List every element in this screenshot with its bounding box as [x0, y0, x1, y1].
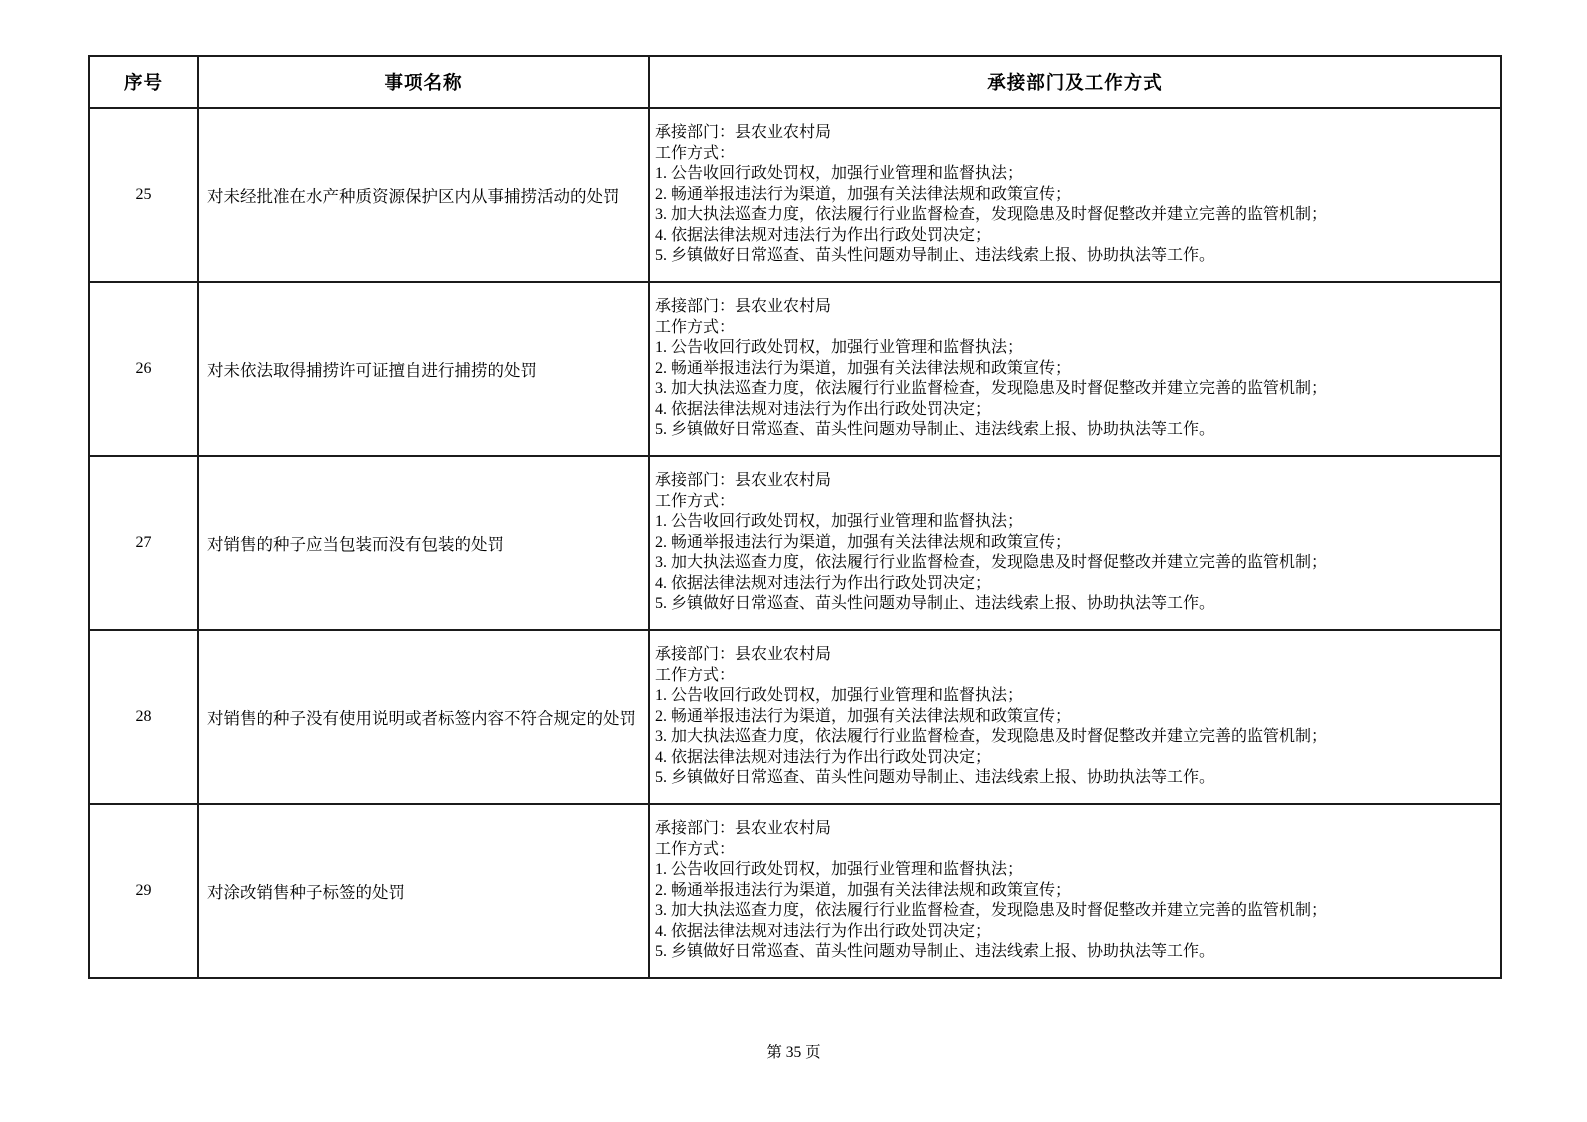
- detail-item-3: 3. 加大执法巡查力度，依法履行行业监督检查，发现隐患及时督促整改并建立完善的监管机制；: [655, 554, 1328, 572]
- table-row: [89, 282, 1501, 456]
- detail-dept-line: 承接部门：县农业农村局: [655, 124, 832, 142]
- table-row: [89, 804, 1501, 978]
- detail-cell: [649, 282, 1501, 456]
- header-col-detail: 承接部门及工作方式: [649, 56, 1501, 108]
- detail-work-label: 工作方式：: [655, 840, 736, 858]
- detail-work-label: 工作方式：: [655, 318, 736, 336]
- row-number-cell: 26: [89, 282, 198, 456]
- detail-item-3: 3. 加大执法巡查力度，依法履行行业监督检查，发现隐患及时督促整改并建立完善的监管机制；: [655, 728, 1328, 746]
- row-number-cell: 27: [89, 456, 198, 630]
- detail-dept-line: 承接部门：县农业农村局: [655, 472, 832, 490]
- items-table: [88, 55, 1502, 979]
- detail-item-1: 1. 公告收回行政处罚权，加强行业管理和监督执法；: [655, 861, 1024, 879]
- detail-item-4: 4. 依据法律法规对违法行为作出行政处罚决定；: [655, 922, 992, 940]
- detail-item-1: 1. 公告收回行政处罚权，加强行业管理和监督执法；: [655, 513, 1024, 531]
- detail-item-2: 2. 畅通举报违法行为渠道，加强有关法律法规和政策宣传；: [655, 881, 1072, 899]
- header-col-no: 序号: [89, 56, 198, 108]
- detail-item-4: 4. 依据法律法规对违法行为作出行政处罚决定；: [655, 748, 992, 766]
- detail-item-1: 1. 公告收回行政处罚权，加强行业管理和监督执法；: [655, 687, 1024, 705]
- detail-work-label: 工作方式：: [655, 144, 736, 162]
- item-name-cell: 对未经批准在水产种质资源保护区内从事捕捞活动的处罚: [198, 108, 649, 282]
- page-number: 第 35 页: [766, 1044, 821, 1061]
- detail-dept-line: 承接部门：县农业农村局: [655, 646, 832, 664]
- table-header-row: [89, 56, 1501, 108]
- row-number-cell: 25: [89, 108, 198, 282]
- detail-item-4: 4. 依据法律法规对违法行为作出行政处罚决定；: [655, 226, 992, 244]
- detail-item-4: 4. 依据法律法规对违法行为作出行政处罚决定；: [655, 400, 992, 418]
- row-number-cell: 29: [89, 804, 198, 978]
- detail-cell: [649, 804, 1501, 978]
- detail-item-4: 4. 依据法律法规对违法行为作出行政处罚决定；: [655, 574, 992, 592]
- table-row: [89, 108, 1501, 282]
- detail-item-5: 5. 乡镇做好日常巡查、苗头性问题劝导制止、违法线索上报、协助执法等工作。: [655, 943, 1216, 961]
- item-name-cell: 对销售的种子没有使用说明或者标签内容不符合规定的处罚: [198, 630, 649, 804]
- table-row: [89, 630, 1501, 804]
- table-row: [89, 456, 1501, 630]
- row-number-cell: 28: [89, 630, 198, 804]
- detail-item-2: 2. 畅通举报违法行为渠道，加强有关法律法规和政策宣传；: [655, 185, 1072, 203]
- detail-cell: [649, 108, 1501, 282]
- item-name-cell: 对涂改销售种子标签的处罚: [198, 804, 649, 978]
- header-col-name: 事项名称: [198, 56, 649, 108]
- item-name-cell: 对未依法取得捕捞许可证擅自进行捕捞的处罚: [198, 282, 649, 456]
- detail-work-label: 工作方式：: [655, 666, 736, 684]
- detail-item-3: 3. 加大执法巡查力度，依法履行行业监督检查，发现隐患及时督促整改并建立完善的监管机制；: [655, 902, 1328, 920]
- detail-item-5: 5. 乡镇做好日常巡查、苗头性问题劝导制止、违法线索上报、协助执法等工作。: [655, 595, 1216, 613]
- detail-item-5: 5. 乡镇做好日常巡查、苗头性问题劝导制止、违法线索上报、协助执法等工作。: [655, 421, 1216, 439]
- detail-cell: [649, 630, 1501, 804]
- detail-dept-line: 承接部门：县农业农村局: [655, 820, 832, 838]
- detail-item-3: 3. 加大执法巡查力度，依法履行行业监督检查，发现隐患及时督促整改并建立完善的监管机制；: [655, 380, 1328, 398]
- detail-item-2: 2. 畅通举报违法行为渠道，加强有关法律法规和政策宣传；: [655, 707, 1072, 725]
- detail-dept-line: 承接部门：县农业农村局: [655, 298, 832, 316]
- detail-item-1: 1. 公告收回行政处罚权，加强行业管理和监督执法；: [655, 339, 1024, 357]
- detail-item-1: 1. 公告收回行政处罚权，加强行业管理和监督执法；: [655, 165, 1024, 183]
- detail-item-5: 5. 乡镇做好日常巡查、苗头性问题劝导制止、违法线索上报、协助执法等工作。: [655, 769, 1216, 787]
- item-name-cell: 对销售的种子应当包装而没有包装的处罚: [198, 456, 649, 630]
- detail-item-2: 2. 畅通举报违法行为渠道，加强有关法律法规和政策宣传；: [655, 533, 1072, 551]
- detail-item-5: 5. 乡镇做好日常巡查、苗头性问题劝导制止、违法线索上报、协助执法等工作。: [655, 247, 1216, 265]
- detail-cell: [649, 456, 1501, 630]
- detail-item-2: 2. 畅通举报违法行为渠道，加强有关法律法规和政策宣传；: [655, 359, 1072, 377]
- detail-work-label: 工作方式：: [655, 492, 736, 510]
- detail-item-3: 3. 加大执法巡查力度，依法履行行业监督检查，发现隐患及时督促整改并建立完善的监管机制；: [655, 206, 1328, 224]
